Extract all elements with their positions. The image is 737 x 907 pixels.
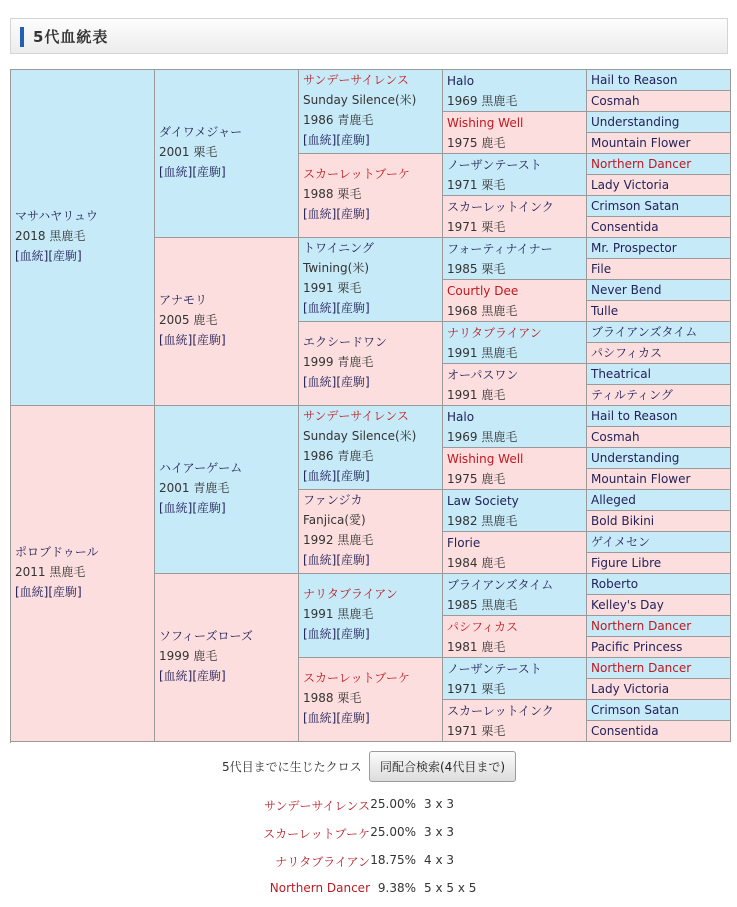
horse-name-link[interactable]: Tulle bbox=[591, 304, 619, 318]
horse-name-link[interactable]: オーパスワン bbox=[447, 368, 519, 382]
horse-name-link[interactable]: Pacific Princess bbox=[591, 640, 683, 654]
pedigree-cell-gen4 bbox=[443, 364, 587, 406]
pedigree-cell-gen5 bbox=[587, 595, 731, 616]
horse-name-link[interactable]: スカーレットブーケ bbox=[303, 167, 410, 181]
horse-links[interactable]: [血統][産駒] bbox=[303, 627, 370, 641]
horse-name-link[interactable]: スカーレットブーケ bbox=[303, 671, 410, 685]
pedigree-cell-gen4 bbox=[443, 448, 587, 490]
horse-meta: 1971 栗毛 bbox=[447, 724, 506, 738]
horse-name-link[interactable]: Florie bbox=[447, 536, 481, 550]
horse-name-link[interactable]: Kelley's Day bbox=[591, 598, 664, 612]
cross-percentage: 9.38% bbox=[377, 881, 416, 895]
cross-row bbox=[0, 825, 737, 845]
horse-name-link[interactable]: Lady Victoria bbox=[591, 178, 670, 192]
horse-name-link[interactable]: Cosmah bbox=[591, 94, 640, 108]
pedigree-cell-gen5 bbox=[587, 574, 731, 595]
horse-name-link[interactable]: Lady Victoria bbox=[591, 682, 670, 696]
horse-name-link[interactable]: ノーザンテースト bbox=[447, 158, 542, 172]
horse-name-link[interactable]: Understanding bbox=[591, 115, 680, 129]
pedigree-cell-gen3 bbox=[299, 238, 443, 322]
pedigree-cell-gen5 bbox=[587, 490, 731, 511]
pedigree-table bbox=[10, 69, 731, 743]
horse-meta: 1971 栗毛 bbox=[447, 220, 506, 234]
horse-links[interactable]: [血統][産駒] bbox=[15, 249, 82, 263]
horse-name-link[interactable]: マサハヤリュウ bbox=[15, 209, 98, 223]
pedigree-cell-gen4 bbox=[443, 70, 587, 112]
pedigree-cell-gen3 bbox=[299, 154, 443, 238]
pedigree-cell-gen4 bbox=[443, 154, 587, 196]
horse-foreign-name: Twining(米) bbox=[303, 261, 370, 275]
pedigree-cell-gen5 bbox=[587, 553, 731, 574]
cross-horse-link[interactable]: サンデーサイレンス bbox=[264, 799, 370, 813]
horse-foreign-name: Fanjica(愛) bbox=[303, 513, 366, 527]
pedigree-cell-gen5 bbox=[587, 364, 731, 385]
cross-horse-link[interactable]: Northern Dancer bbox=[269, 881, 370, 895]
horse-name-link[interactable]: パシフィカス bbox=[591, 346, 663, 360]
pedigree-cell-gen4 bbox=[443, 238, 587, 280]
horse-name-link[interactable]: Alleged bbox=[591, 493, 636, 507]
section-header bbox=[10, 18, 728, 54]
cross-generations: 4 x 3 bbox=[424, 853, 454, 867]
pedigree-cell-gen1 bbox=[11, 406, 155, 742]
horse-name-link[interactable]: ゲイメセン bbox=[591, 535, 651, 549]
pedigree-cell-gen5 bbox=[587, 469, 731, 490]
pedigree-cell-gen5 bbox=[587, 280, 731, 301]
horse-name-link[interactable]: Mountain Flower bbox=[591, 136, 691, 150]
pedigree-cell-gen5 bbox=[587, 70, 731, 91]
pedigree-cell-gen5 bbox=[587, 721, 731, 742]
pedigree-cell-gen4 bbox=[443, 406, 587, 448]
same-mating-search-button[interactable]: 同配合検索(4代目まで) bbox=[369, 751, 516, 782]
horse-meta: 1988 栗毛 bbox=[303, 187, 362, 201]
horse-links[interactable]: [血統][産駒] bbox=[159, 669, 226, 683]
horse-name-link[interactable]: エクシードワン bbox=[303, 335, 388, 349]
horse-name-link[interactable]: Mr. Prospector bbox=[591, 241, 677, 255]
horse-name-link[interactable]: Figure Libre bbox=[591, 556, 662, 570]
horse-name-link[interactable]: Law Society bbox=[447, 494, 519, 508]
horse-links[interactable]: [血統][産駒] bbox=[303, 469, 370, 483]
pedigree-cell-gen5 bbox=[587, 427, 731, 448]
pedigree-cell-gen4 bbox=[443, 658, 587, 700]
pedigree-cell-gen3 bbox=[299, 70, 443, 154]
horse-name-link[interactable]: Bold Bikini bbox=[591, 514, 655, 528]
horse-name-link[interactable]: Cosmah bbox=[591, 430, 640, 444]
horse-name-link[interactable]: Theatrical bbox=[591, 367, 651, 381]
horse-foreign-name: Sunday Silence(米) bbox=[303, 93, 417, 107]
horse-meta: 2001 青鹿毛 bbox=[159, 481, 230, 495]
horse-meta: 1991 黒鹿毛 bbox=[447, 346, 518, 360]
horse-links[interactable]: [血統][産駒] bbox=[159, 165, 226, 179]
pedigree-cell-gen2 bbox=[155, 574, 299, 742]
horse-meta: 1985 栗毛 bbox=[447, 262, 506, 276]
horse-links[interactable]: [血統][産駒] bbox=[303, 207, 370, 221]
pedigree-cell-gen4 bbox=[443, 280, 587, 322]
pedigree-cell-gen5 bbox=[587, 448, 731, 469]
pedigree-cell-gen3 bbox=[299, 658, 443, 742]
horse-meta: 2011 黒鹿毛 bbox=[15, 565, 86, 579]
cross-row bbox=[0, 797, 737, 817]
pedigree-cell-gen3 bbox=[299, 322, 443, 406]
pedigree-cell-gen4 bbox=[443, 532, 587, 574]
horse-meta: 1991 黒鹿毛 bbox=[303, 607, 374, 621]
horse-links[interactable]: [血統][産駒] bbox=[15, 585, 82, 599]
horse-name-link[interactable]: ナリタブライアン bbox=[303, 587, 398, 601]
horse-meta: 1991 鹿毛 bbox=[447, 388, 506, 402]
cross-section bbox=[0, 742, 737, 907]
horse-meta: 1986 青鹿毛 bbox=[303, 113, 374, 127]
horse-meta: 1999 青鹿毛 bbox=[303, 355, 374, 369]
horse-meta: 1969 黒鹿毛 bbox=[447, 94, 518, 108]
pedigree-cell-gen5 bbox=[587, 511, 731, 532]
pedigree-cell-gen5 bbox=[587, 343, 731, 364]
horse-name-link[interactable]: スカーレットインク bbox=[447, 200, 554, 214]
pedigree-cell-gen4 bbox=[443, 112, 587, 154]
horse-name-link[interactable]: Mountain Flower bbox=[591, 472, 691, 486]
horse-links[interactable]: [血統][産駒] bbox=[303, 375, 370, 389]
pedigree-cell-gen3 bbox=[299, 406, 443, 490]
horse-links[interactable]: [血統][産駒] bbox=[303, 553, 370, 567]
cross-label: 5代目までに生じたクロス bbox=[222, 760, 362, 774]
horse-meta: 2018 黒鹿毛 bbox=[15, 229, 86, 243]
horse-name-link[interactable]: Understanding bbox=[591, 451, 680, 465]
horse-meta: 1982 黒鹿毛 bbox=[447, 514, 518, 528]
horse-name-link[interactable]: ティルティング bbox=[591, 388, 673, 402]
pedigree-cell-gen5 bbox=[587, 154, 731, 175]
horse-links[interactable]: [血統][産駒] bbox=[159, 501, 226, 515]
pedigree-cell-gen5 bbox=[587, 322, 731, 343]
pedigree-cell-gen5 bbox=[587, 658, 731, 679]
horse-meta: 1985 黒鹿毛 bbox=[447, 598, 518, 612]
horse-links[interactable]: [血統][産駒] bbox=[303, 711, 370, 725]
section-title: 5代血統表 bbox=[33, 28, 109, 46]
horse-name-link[interactable]: ポロブドゥール bbox=[15, 545, 99, 559]
cross-percentage: 25.00% bbox=[370, 797, 416, 811]
horse-name-link[interactable]: Wishing Well bbox=[447, 452, 524, 466]
pedigree-cell-gen5 bbox=[587, 679, 731, 700]
horse-name-link[interactable]: トワイニング bbox=[303, 241, 374, 255]
pedigree-cell-gen5 bbox=[587, 133, 731, 154]
cross-generations: 3 x 3 bbox=[424, 797, 454, 811]
pedigree-cell-gen2 bbox=[155, 238, 299, 406]
horse-meta: 1968 黒鹿毛 bbox=[447, 304, 518, 318]
horse-name-link[interactable]: Hail to Reason bbox=[591, 73, 678, 87]
pedigree-cell-gen5 bbox=[587, 217, 731, 238]
horse-name-link[interactable]: Courtly Dee bbox=[447, 284, 519, 298]
horse-meta: 1991 栗毛 bbox=[303, 281, 362, 295]
horse-name-link[interactable]: ブライアンズタイム bbox=[447, 578, 554, 592]
horse-meta: 1984 鹿毛 bbox=[447, 556, 506, 570]
horse-name-link[interactable]: Northern Dancer bbox=[591, 661, 692, 675]
horse-links[interactable]: [血統][産駒] bbox=[159, 333, 226, 347]
pedigree-cell-gen3 bbox=[299, 490, 443, 574]
cross-generations: 5 x 5 x 5 bbox=[424, 881, 477, 895]
pedigree-cell-gen5 bbox=[587, 112, 731, 133]
pedigree-cell-gen2 bbox=[155, 70, 299, 238]
pedigree-cell-gen5 bbox=[587, 259, 731, 280]
pedigree-cell-gen4 bbox=[443, 700, 587, 742]
horse-name-link[interactable]: Wishing Well bbox=[447, 116, 524, 130]
pedigree-cell-gen4 bbox=[443, 322, 587, 364]
cross-horse-link[interactable]: スカーレットブーケ bbox=[263, 827, 370, 841]
pedigree-cell-gen4 bbox=[443, 616, 587, 658]
cross-row bbox=[0, 881, 737, 901]
pedigree-cell-gen5 bbox=[587, 532, 731, 553]
horse-meta: 1971 栗毛 bbox=[447, 682, 506, 696]
horse-meta: 1975 鹿毛 bbox=[447, 136, 506, 150]
horse-name-link[interactable]: ナリタブライアン bbox=[447, 326, 542, 340]
horse-name-link[interactable]: Roberto bbox=[591, 577, 639, 591]
horse-name-link[interactable]: Never Bend bbox=[591, 283, 662, 297]
horse-name-link[interactable]: ソフィーズローズ bbox=[159, 629, 253, 643]
pedigree-cell-gen5 bbox=[587, 175, 731, 196]
horse-links[interactable]: [血統][産駒] bbox=[303, 301, 370, 315]
horse-name-link[interactable]: ブライアンズタイム bbox=[591, 325, 698, 339]
horse-name-link[interactable]: File bbox=[591, 262, 612, 276]
cross-horse-link[interactable]: ナリタブライアン bbox=[275, 855, 370, 869]
pedigree-cell-gen4 bbox=[443, 490, 587, 532]
pedigree-cell-gen5 bbox=[587, 196, 731, 217]
cross-percentage: 18.75% bbox=[370, 853, 416, 867]
horse-name-link[interactable]: Northern Dancer bbox=[591, 157, 692, 171]
horse-meta: 1999 鹿毛 bbox=[159, 649, 218, 663]
horse-meta: 1992 黒鹿毛 bbox=[303, 533, 374, 547]
horse-meta: 2001 栗毛 bbox=[159, 145, 218, 159]
horse-meta: 1975 鹿毛 bbox=[447, 472, 506, 486]
horse-name-link[interactable]: Halo bbox=[447, 410, 475, 424]
horse-name-link[interactable]: ハイアーゲーム bbox=[159, 461, 243, 475]
pedigree-cell-gen5 bbox=[587, 385, 731, 406]
horse-name-link[interactable]: Northern Dancer bbox=[591, 619, 692, 633]
horse-name-link[interactable]: Consentida bbox=[591, 724, 659, 738]
pedigree-cell-gen1 bbox=[11, 70, 155, 406]
horse-name-link[interactable]: フォーティナイナー bbox=[447, 242, 553, 256]
horse-name-link[interactable]: サンデーサイレンス bbox=[303, 409, 409, 423]
horse-foreign-name: Sunday Silence(米) bbox=[303, 429, 417, 443]
pedigree-cell-gen2 bbox=[155, 406, 299, 574]
cross-percentage: 25.00% bbox=[370, 825, 416, 839]
pedigree-cell-gen5 bbox=[587, 91, 731, 112]
horse-links[interactable]: [血統][産駒] bbox=[303, 133, 370, 147]
horse-name-link[interactable]: Crimson Satan bbox=[591, 703, 679, 717]
horse-name-link[interactable]: サンデーサイレンス bbox=[303, 73, 409, 87]
pedigree-cell-gen5 bbox=[587, 301, 731, 322]
pedigree-cell-gen5 bbox=[587, 637, 731, 658]
cross-row bbox=[0, 853, 737, 873]
horse-name-link[interactable]: Halo bbox=[447, 74, 475, 88]
horse-name-link[interactable]: ファンジカ bbox=[303, 493, 363, 507]
horse-name-link[interactable]: ノーザンテースト bbox=[447, 662, 542, 676]
pedigree-cell-gen5 bbox=[587, 406, 731, 427]
horse-meta: 1969 黒鹿毛 bbox=[447, 430, 518, 444]
horse-meta: 2005 鹿毛 bbox=[159, 313, 218, 327]
horse-name-link[interactable]: Hail to Reason bbox=[591, 409, 678, 423]
horse-name-link[interactable]: パシフィカス bbox=[447, 620, 519, 634]
horse-meta: 1981 鹿毛 bbox=[447, 640, 506, 654]
horse-name-link[interactable]: アナモリ bbox=[159, 293, 208, 307]
horse-name-link[interactable]: スカーレットインク bbox=[447, 704, 554, 718]
pedigree-cell-gen5 bbox=[587, 700, 731, 721]
section-header-accent bbox=[20, 27, 24, 47]
horse-name-link[interactable]: Crimson Satan bbox=[591, 199, 679, 213]
pedigree-cell-gen5 bbox=[587, 616, 731, 637]
horse-name-link[interactable]: ダイワメジャー bbox=[159, 125, 243, 139]
pedigree-cell-gen4 bbox=[443, 574, 587, 616]
horse-meta: 1971 栗毛 bbox=[447, 178, 506, 192]
pedigree-cell-gen5 bbox=[587, 238, 731, 259]
horse-meta: 1988 栗毛 bbox=[303, 691, 362, 705]
cross-generations: 3 x 3 bbox=[424, 825, 454, 839]
pedigree-cell-gen3 bbox=[299, 574, 443, 658]
pedigree-cell-gen4 bbox=[443, 196, 587, 238]
horse-name-link[interactable]: Consentida bbox=[591, 220, 659, 234]
horse-meta: 1986 青鹿毛 bbox=[303, 449, 374, 463]
